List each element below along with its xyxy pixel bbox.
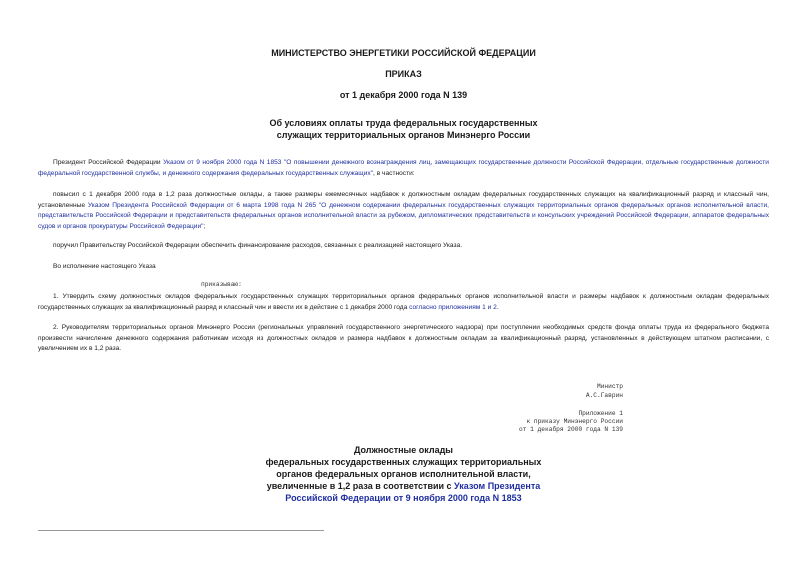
decree-1853-link[interactable]: Указом от 9 ноября 2000 года N 1853 "О повышении денежного вознаграждения лиц, замещающих государственные должности Российской Федерации, отдельные государственные должности федеральной государственной службы, и денежного содержания федеральных государственных служащих" (38, 159, 769, 177)
appendix-ref-line2: к приказу Минэнерго России (526, 418, 623, 425)
footnote-divider (38, 530, 324, 531)
paragraph-raise (38, 190, 769, 232)
preamble-tail: , в частности: (373, 169, 415, 177)
item-1-text: 1. Утвердить схему должностных окладов федеральных государственных служащих территориальных органов федеральных органов исполнительной власти и размеры надбавок к должностным окладам федеральных государственных служащих за квалификационный разряд и классный чин и ввести их в действие с 1 декабря 2000 года (38, 293, 769, 311)
appendix-title-line4-text: увеличенные в 1,2 раза в соответствии с (266, 481, 455, 491)
appendix-decree-link[interactable]: Указом Президента (454, 481, 541, 491)
preamble-text: Президент Российской Федерации (53, 159, 164, 166)
paragraph-item-2: 2. Руководителям территориальных органов Минэнерго России (региональных управлений государственного энергетического надзора) при поступлении необходимых средств фонда оплаты труда из федерального бюджета произвести начисление денежного содержания работникам исходя из должностных окладов и размера надбавок к должностным окладам за квалификационный разряд, установленных в действующем штатном расписании, с увеличением их в 1,2 раза. (38, 324, 769, 352)
paragraph-execution: Во исполнение настоящего Указа (53, 263, 156, 270)
document-type: ПРИКАЗ (385, 69, 422, 79)
appendix-title-line4 (0, 481, 807, 491)
raise-text: повысил с 1 декабря 2000 года в 1,2 раза должностные оклады, а также размеры ежемесячных надбавок к должностным окладам федеральных государственных служащих на квалификационный разряд и классный чин, установленные (38, 191, 769, 209)
ministry-heading: МИНИСТЕРСТВО ЭНЕРГЕТИКИ РОССИЙСКОЙ ФЕДЕРАЦИИ (271, 48, 536, 58)
paragraph-funding: поручил Правительству Российской Федерации обеспечить финансирование расходов, связанных с реализацией настоящего Указа. (53, 242, 463, 249)
decree-265-link[interactable]: Указом Президента Российской Федерации от 6 марта 1998 года N 265 "О денежном содержании федеральных государственных служащих территориальных органов федеральных органов исполнительной власти, представительств Российской Федерации и представительств федеральных органов исполнительной власти за рубежом, дипломатических представительств и консульских учреждений Российской Федерации, аппаратов федеральных судов и органов прокуратуры Российской Федерации" (38, 201, 769, 230)
appendices-link[interactable]: согласно приложениям 1 и 2 (409, 303, 497, 311)
item-1-tail: . (496, 303, 499, 311)
raise-tail: ; (203, 222, 206, 230)
document-title-line2: служащих территориальных органов Минэнерго России (276, 130, 531, 140)
signature-name: А.С.Гаврин (585, 392, 623, 399)
appendix-decree-link-cont[interactable]: Российской Федерации от 9 ноября 2000 года N 1853 (285, 493, 522, 503)
appendix-title-line3: органов федеральных органов исполнительной власти, (276, 469, 531, 479)
signature-position: Министр (597, 383, 623, 390)
appendix-ref-line3: от 1 декабря 2000 года N 139 (519, 426, 623, 433)
appendix-title-line2: федеральных государственных служащих территориальных (265, 457, 542, 467)
appendix-ref-line1: Приложение 1 (578, 410, 623, 417)
paragraph-item-1 (38, 292, 769, 313)
order-word: приказываю: (201, 281, 242, 288)
document-title-line1: Об условиях оплаты труда федеральных государственных (269, 118, 538, 128)
appendix-title-line1: Должностные оклады (354, 445, 453, 455)
document-date-number: от 1 декабря 2000 года N 139 (339, 90, 468, 100)
paragraph-preamble (38, 158, 769, 179)
